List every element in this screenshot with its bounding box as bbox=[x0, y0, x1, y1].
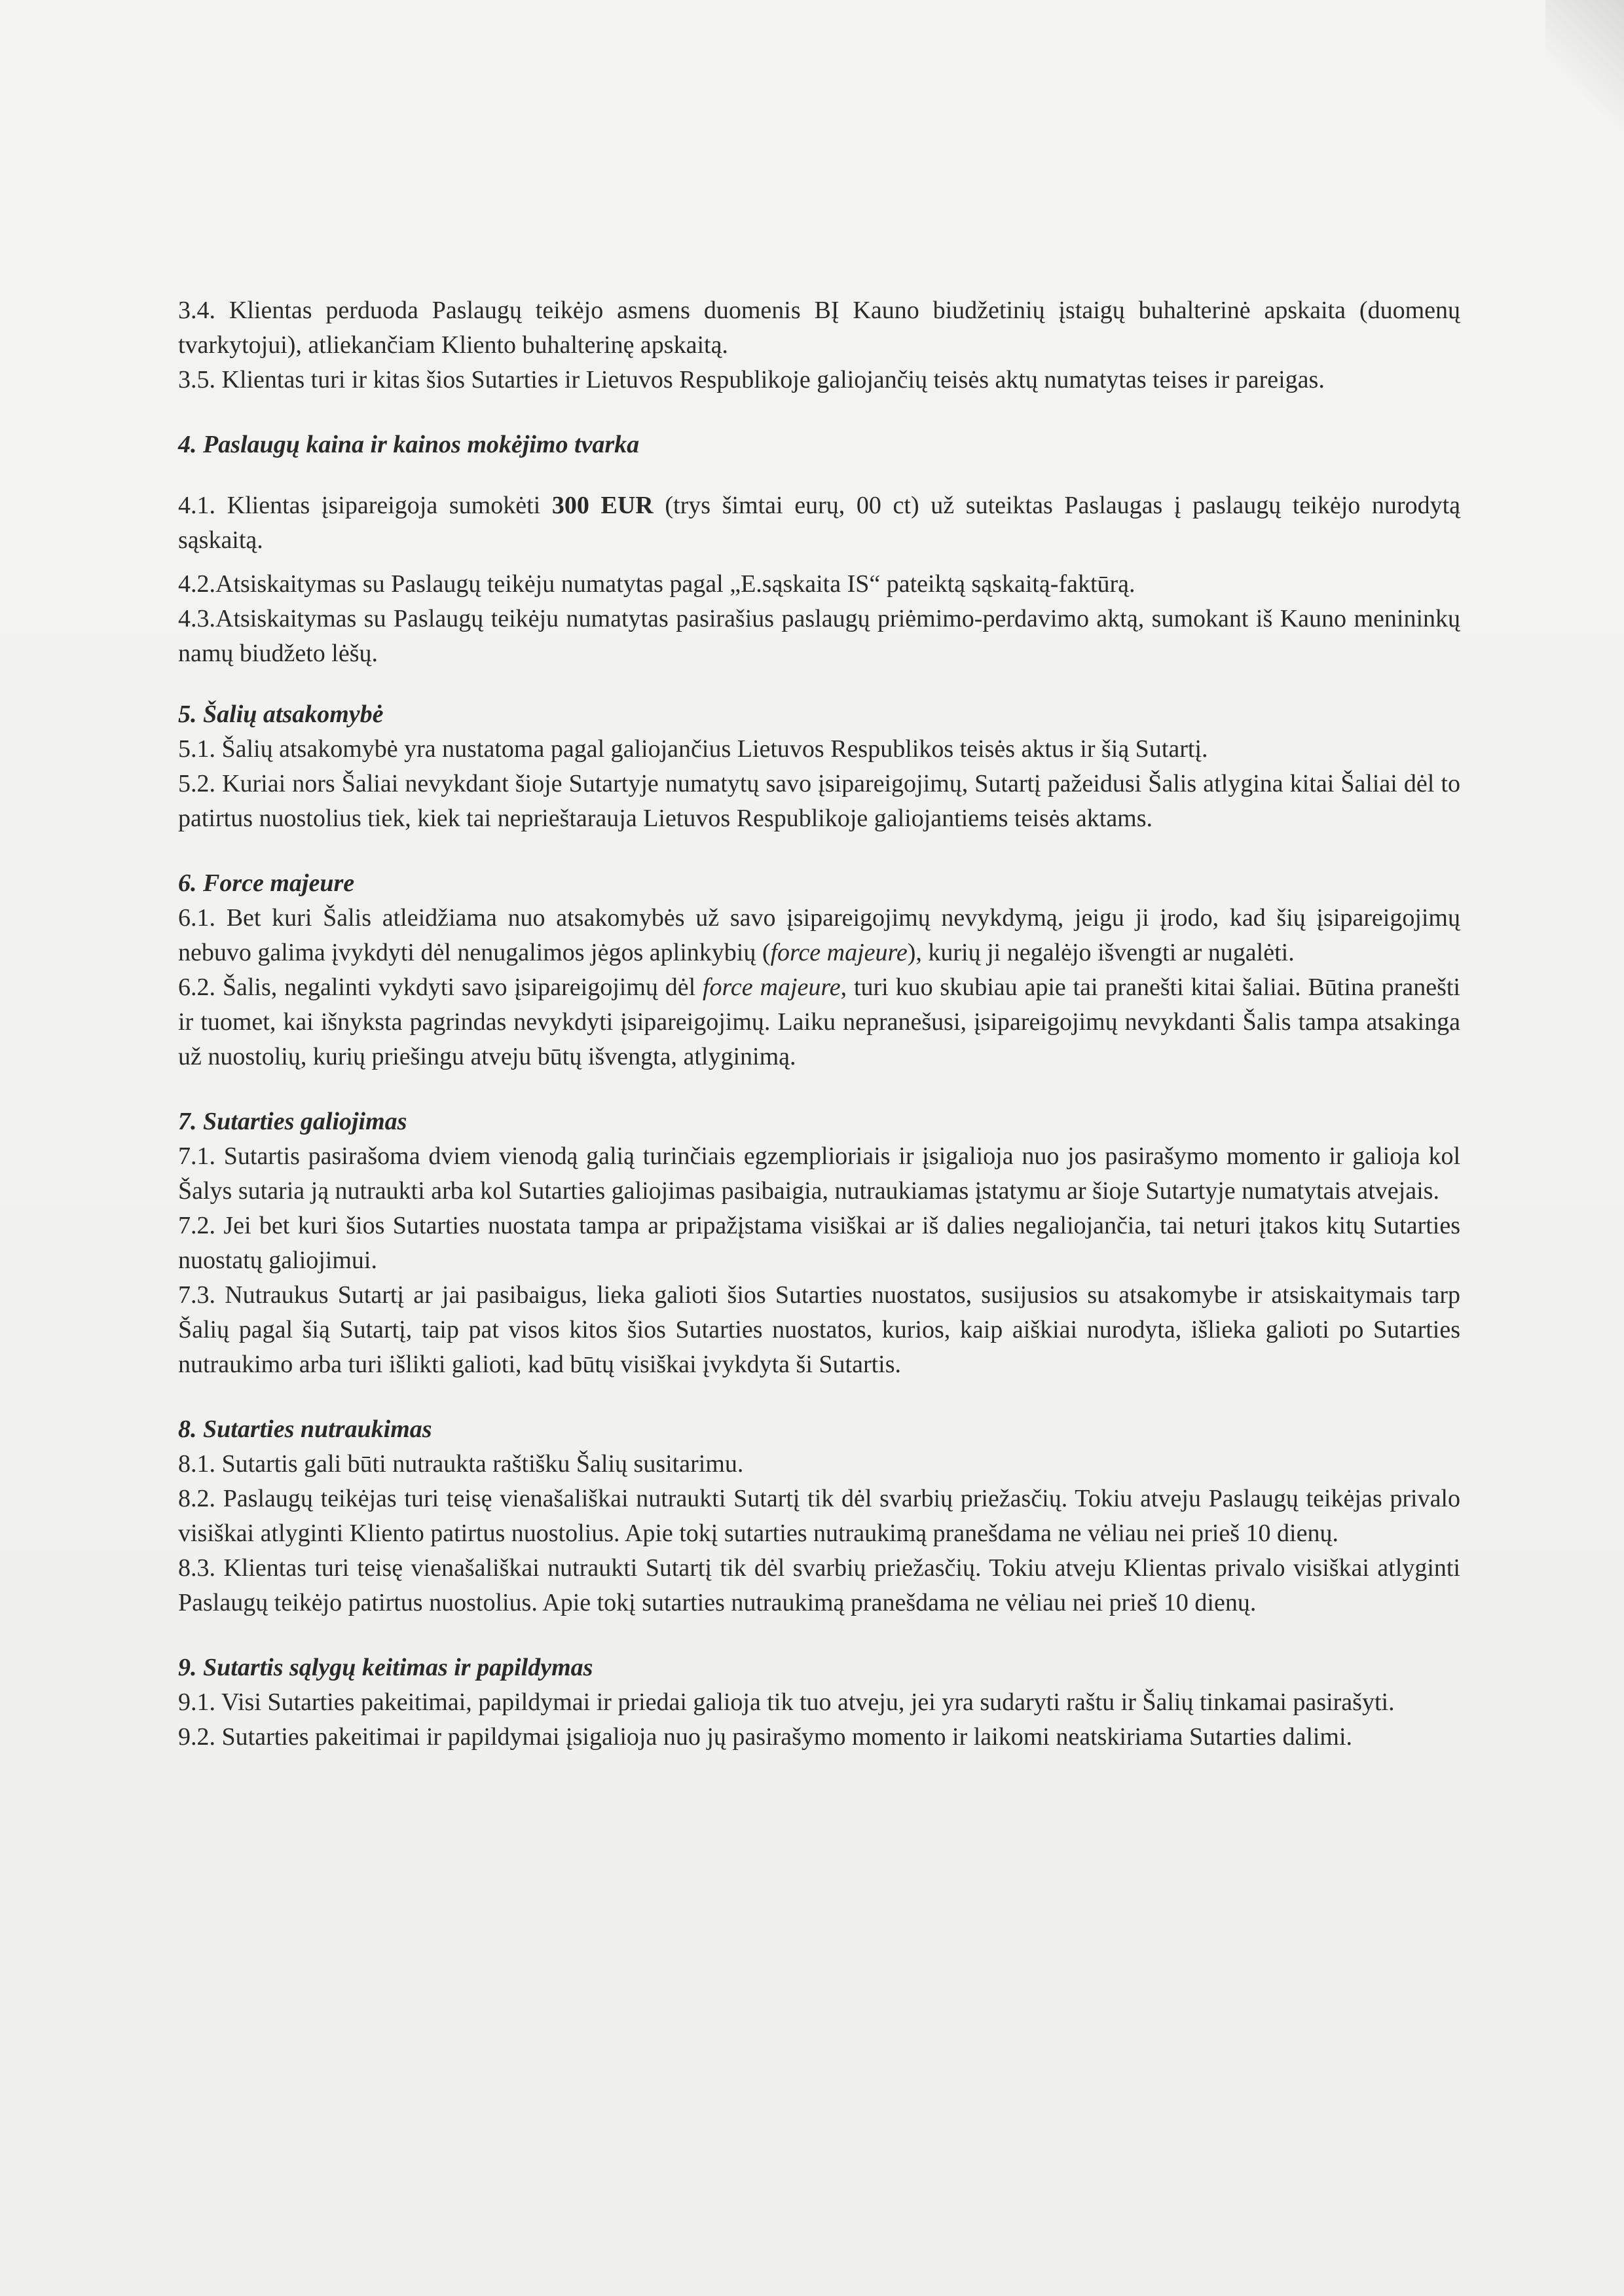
clause-4-1-text-end: (trys šimtai eurų, 00 ct) už suteiktas Paslaugas į paslaugų teikėjo nurodytą sąskaitą. bbox=[178, 492, 1461, 554]
clause-4-1-text-start: 4.1. Klientas įsipareigoja sumokėti bbox=[178, 492, 552, 519]
clause-8-3: 8.3. Klientas turi teisę vienašališkai nutraukti Sutartį tik dėl svarbių priežasčių. Tokiu atveju Klientas privalo visiškai atlyginti Paslaugų teikėjo patirtus nuostolius. Apie tokį sutarties nutraukimą pranešdama ne vėliau nei prieš 10 dienų. bbox=[178, 1554, 1460, 1616]
clause-6-1-force-majeure: force majeure bbox=[770, 939, 908, 966]
clause-6-2-text-start: 6.2. Šalis, negalinti vykdyti savo įsipareigojimų dėl bbox=[178, 974, 703, 1001]
clause-6-2-force-majeure: force majeure bbox=[703, 974, 841, 1001]
section-heading-7: 7. Sutarties galiojimas bbox=[178, 1108, 407, 1135]
clause-6-1 bbox=[178, 901, 1460, 970]
clause-6-1-text-start: 6.1. Bet kuri Šalis atleidžiama nuo atsakomybės už savo įsipareigojimų nevykdymą, jeigu ji įrodo, kad šių įsipareigojimų nebuvo galima įvykdyti dėl nenugalimos jėgos aplinkybių ( bbox=[178, 904, 1460, 966]
clause-3-4: 3.4. Klientas perduoda Paslaugų teikėjo asmens duomenis BĮ Kauno biudžetinių įstaigų buhalterinė apskaita (duomenų tvarkytojui), atliekančiam Kliento buhalterinę apskaitą. bbox=[178, 297, 1460, 359]
clause-9-2: 9.2. Sutarties pakeitimai ir papildymai įsigalioja nuo jų pasirašymo momento ir laikomi neatskiriama Sutarties dalimi. bbox=[178, 1723, 1353, 1751]
clause-7-1: 7.1. Sutartis pasirašoma dviem vienodą galią turinčiais egzemplioriais ir įsigalioja nuo jos pasirašymo momento ir galioja kol Šalys sutaria ją nutraukti arba kol Sutarties galiojimas pasibaigia, nutraukiamas įstatymu ar šioje Sutartyje numatytais atvejais. bbox=[178, 1142, 1460, 1205]
section-heading-6: 6. Force majeure bbox=[178, 869, 355, 897]
clause-7-2: 7.2. Jei bet kuri šios Sutarties nuostata tampa ar pripažįstama visiškai ar iš dalies negaliojančia, tai neturi įtakos kitų Sutarties nuostatų galiojimui. bbox=[178, 1212, 1460, 1274]
clause-9-1: 9.1. Visi Sutarties pakeitimai, papildymai ir priedai galioja tik tuo atveju, jei yra sudaryti raštu ir Šalių tinkamai pasirašyti. bbox=[178, 1688, 1395, 1716]
clause-3-5: 3.5. Klientas turi ir kitas šios Sutarties ir Lietuvos Respublikoje galiojančių teisės aktų numatytas teises ir pareigas. bbox=[178, 366, 1325, 393]
clause-4-3: 4.3.Atsiskaitymas su Paslaugų teikėju numatytas pasirašius paslaugų priėmimo-perdavimo aktą, sumokant iš Kauno menininkų namų biudžeto lėšų. bbox=[178, 605, 1460, 667]
clause-4-1-amount: 300 EUR bbox=[551, 492, 654, 519]
page-corner-shadow bbox=[1545, 0, 1624, 157]
clause-5-2: 5.2. Kuriai nors Šaliai nevykdant šioje Sutartyje numatytų savo įsipareigojimų, Sutartį pažeidusi Šalis atlygina kitai Šaliai dėl to patirtus nuostolius tiek, kiek tai neprieštarauja Lietuvos Respublikoje galiojantiems teisės aktams. bbox=[178, 770, 1460, 832]
section-heading-4: 4. Paslaugų kaina ir kainos mokėjimo tvarka bbox=[178, 431, 640, 458]
section-heading-5: 5. Šalių atsakomybė bbox=[178, 701, 384, 728]
clause-8-2: 8.2. Paslaugų teikėjas turi teisę vienašališkai nutraukti Sutartį tik dėl svarbių priežasčių. Tokiu atveju Paslaugų teikėjas privalo visiškai atlyginti Kliento patirtus nuostolius. Apie tokį sutarties nutraukimą pranešdama ne vėliau nei prieš 10 dienų. bbox=[178, 1485, 1460, 1547]
clause-4-1 bbox=[178, 488, 1460, 558]
clause-6-2-text-end: , turi kuo skubiau apie tai pranešti kitai šaliai. Būtina pranešti ir tuomet, kai išnyksta pagrindas nevykdyti įsipareigojimų. Laiku nepranešusi, įsipareigojimų nevykdanti Šalis tampa atsakinga už nuostolių, kurių priešingu atveju būtų išvengta, atlyginimą. bbox=[178, 974, 1460, 1070]
clause-5-1: 5.1. Šalių atsakomybė yra nustatoma pagal galiojančius Lietuvos Respublikos teisės aktus ir šią Sutartį. bbox=[178, 735, 1208, 763]
section-heading-8: 8. Sutarties nutraukimas bbox=[178, 1415, 432, 1443]
clause-6-2 bbox=[178, 970, 1460, 1074]
clause-8-1: 8.1. Sutartis gali būti nutraukta raštišku Šalių susitarimu. bbox=[178, 1450, 744, 1478]
clause-7-3: 7.3. Nutraukus Sutartį ar jai pasibaigus, lieka galioti šios Sutarties nuostatos, susijusios su atsakomybe ir atsiskaitymais tarp Šalių pagal šią Sutartį, taip pat visos kitos šios Sutarties nuostatos, kurios, kaip aiškiai nurodyta, išlieka galioti po Sutarties nutraukimo arba turi išlikti galioti, kad būtų visiškai įvykdyta ši Sutartis. bbox=[178, 1281, 1460, 1378]
clause-4-2: 4.2.Atsiskaitymas su Paslaugų teikėju numatytas pagal „E.sąskaita IS“ pateiktą sąskaitą-faktūrą. bbox=[178, 570, 1135, 598]
section-heading-9: 9. Sutartis sąlygų keitimas ir papildymas bbox=[178, 1654, 593, 1681]
document-body bbox=[178, 293, 1460, 1755]
clause-6-1-text-end: ), kurių ji negalėjo išvengti ar nugalėti. bbox=[907, 939, 1295, 966]
